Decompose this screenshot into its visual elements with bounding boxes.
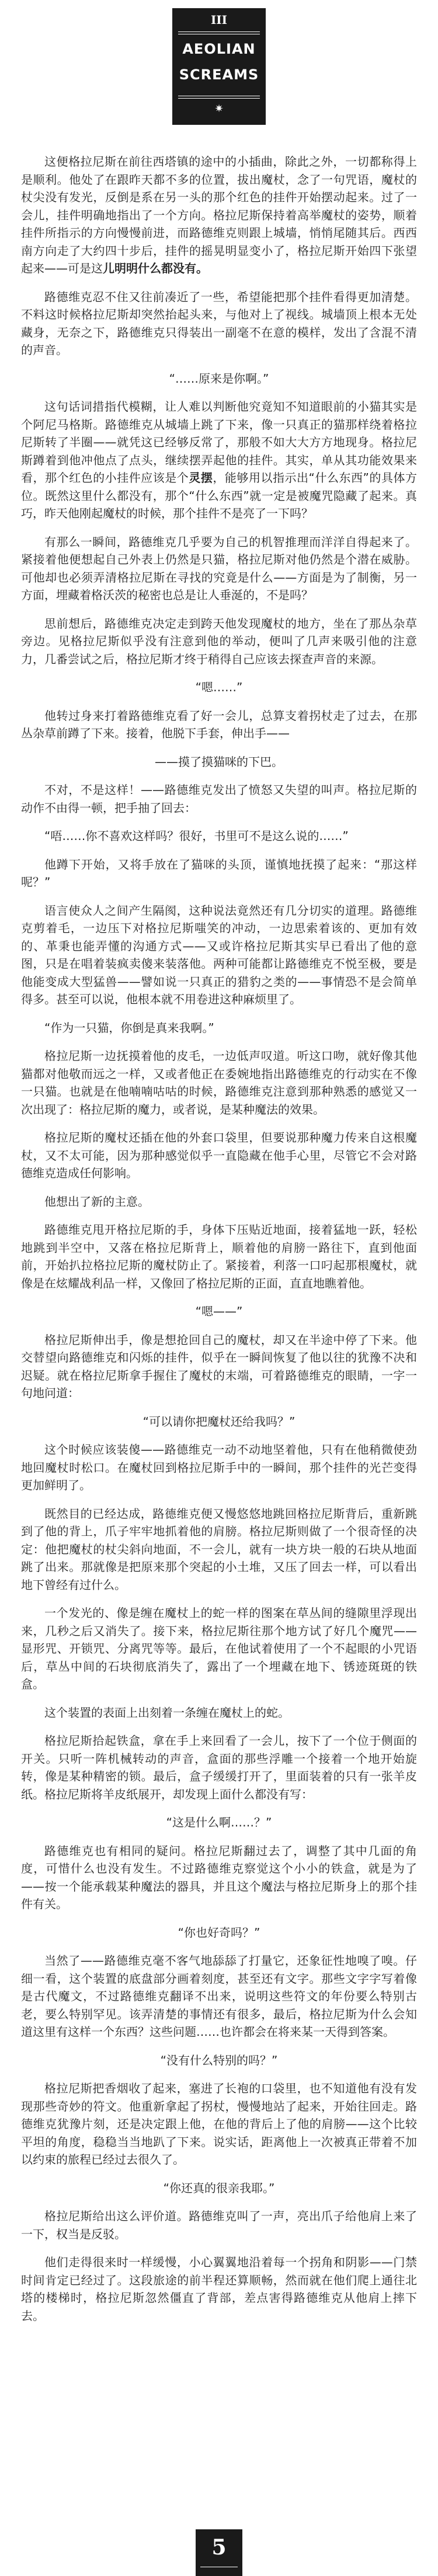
paragraph bbox=[21, 1221, 417, 1292]
paragraph bbox=[21, 1193, 417, 1211]
paragraph bbox=[21, 2179, 417, 2197]
story-body bbox=[21, 153, 417, 2335]
paragraph-text: 语言使众人之间产生隔阂，这种说法竟然还有几分切实的道理。路德维克剪着毛，一边压下对格拉尼斯嗤笑的冲动，一边思索着该的、更加有效的、革秉也能弄懂的沟通方式——又或许格拉尼斯其实早已看出了他的意图，只是在唱着装疯卖傻来装落他。两种可能都让路德维克不悦至极，要是他能变成大型猛兽——譬如说一只真正的猎豹之类的——事情恐不是会简单得多。甚至可以说，他根本就不用卷进这种麻烦里了。 bbox=[21, 903, 417, 1006]
paragraph-text: “嗯——” bbox=[195, 1304, 243, 1318]
paragraph-text: ——摸了摸猫咪的下巴。 bbox=[155, 754, 283, 769]
paragraph bbox=[21, 1704, 417, 1722]
paragraph-text: “嗯……” bbox=[195, 680, 243, 694]
paragraph-text: “没有什么特别的吗？” bbox=[160, 2053, 278, 2067]
paragraph bbox=[21, 1842, 417, 1913]
paragraph-text: 格拉尼斯伸出手，像是想抢回自己的魔杖，却又在半途中停了下来。他交替望向路德维克和闪烁的挂件，似乎在一瞬间恢复了他以往的犹豫不决和迟疑。就在格拉尼斯拿手握住了魔杖的末端，可着路德维克的眼睛，一字一句地问道： bbox=[21, 1332, 417, 1400]
paragraph bbox=[21, 856, 417, 891]
page-footer bbox=[0, 2479, 438, 2576]
paragraph-text-tail: ，能够用以指示出“什么东西”的具体方位。既然这里什么都没有，那个“什么东西”就一定是被魔咒隐藏了起来。真巧，昨天他刚起魔杖的时候，那个挂件不是亮了一下吗？ bbox=[21, 471, 417, 520]
paragraph bbox=[21, 1732, 417, 1803]
paragraph bbox=[21, 370, 417, 388]
paragraph bbox=[21, 153, 417, 278]
paragraph-text: 这个装置的表面上出刻着一条缠在魔杖上的蛇。 bbox=[44, 1705, 290, 1720]
chapter-numeral: III bbox=[210, 13, 228, 27]
paragraph bbox=[21, 753, 417, 771]
paragraph bbox=[21, 902, 417, 1009]
paragraph-text: 路德维克甩开格拉尼斯的手，身体下压贴近地面，接着猛地一跃，轻松地跳到半空中，又落在格拉尼斯背上，顺着他的肩膀一路往下，直到他面前，开始扒拉格拉尼斯的魔杖防止了。紧接着，利落一口叼起那根魔杖，就像是在炫耀战利品一样，又像回了格拉尼斯的正面，直直地瞧着他。 bbox=[21, 1223, 417, 1290]
paragraph bbox=[21, 781, 417, 817]
paragraph-text: “你还真的很亲我耶。” bbox=[163, 2180, 275, 2195]
paragraph bbox=[21, 2052, 417, 2070]
chapter-title-line-1: AEOLIAN bbox=[182, 41, 256, 57]
paragraph-text: “……原来是你啊。” bbox=[169, 371, 269, 386]
paragraph bbox=[21, 1303, 417, 1321]
star-icon: ✷ bbox=[214, 103, 224, 115]
paragraph bbox=[21, 398, 417, 523]
paragraph-text: 当然了——路德维克毫不客气地舔舔了打量它，还象征性地嗅了嗅。仔细一看，这个装置的底盘部分画着刻度，甚至还有文字。那些文字字写着像是古代魔文，不过路德维克翻译不出来，说明这些符文的年份要么特别古老，要么特别罕见。该弄清楚的事情还有很多，最后，格拉尼斯为什么会知道这里有这样一个东西？这些问题……也许都会在将来某一天得到答案。 bbox=[21, 1954, 417, 2039]
paragraph-text: “作为一只猫，你倒是真来我啊。” bbox=[44, 1020, 214, 1035]
paragraph bbox=[21, 678, 417, 696]
paragraph-text: 路德维克也有相同的疑问。格拉尼斯翻过去了，调整了其中几面的角度，可惜什么也没有发生。不过路德维克察觉这个小小的铁盒，就是为了——按一个能承载某种魔法的器具，并且这个魔法与格拉尼斯身上的那个挂件有关。 bbox=[21, 1843, 417, 1911]
paragraph bbox=[21, 2253, 417, 2325]
paragraph bbox=[21, 1924, 417, 1942]
paragraph-text: 既然目的已经达成，路德维克便又慢悠悠地跳回格拉尼斯背后，重新跳到了他的背上，爪子牢牢地抓着他的肩膀。格拉尼斯则做了一个很奇怪的决定：他把魔杖的杖尖斜向地面，不一会儿，就有一块方块一般的石块从地面跳了出来。那就像是把原来那个突起的小土堆，又压了回去一样，可以看出地下曾经有过什么。 bbox=[21, 1506, 417, 1592]
paragraph bbox=[21, 1604, 417, 1693]
paragraph-text: “这是什么啊……？” bbox=[166, 1815, 272, 1829]
paragraph-text: 思前想后，路德维克决定走到跨天他发现魔杖的地方，坐在了那丛杂草旁边。见格拉尼斯似乎没有注意到他的举动，便叫了几声来吸引他的注意力，几番尝试之后，格拉尼斯才终于稍得自己应该去探查声音的来源。 bbox=[21, 616, 417, 666]
paragraph-text: 他转过身来打着路德维克看了好一会儿，总算支着拐杖走了过去，在那丛杂草前蹲了下来。接着，他脱下手套，伸出手—— bbox=[21, 708, 417, 740]
paragraph bbox=[21, 1047, 417, 1118]
paragraph-text: 一个发光的、像是缠在魔杖上的蛇一样的图案在草丛间的缝隙里浮现出来，几秒之后又消失了。接下来，格拉尼斯往那个地方试了好几个魔咒——显形咒、开锁咒、分离咒等等。最后，在他试着使用了一个不起眼的小咒语后，草丛中间的石块彻底消失了，露出了一个埋藏在地下、锈迹斑斑的铁盒。 bbox=[21, 1606, 417, 1691]
paragraph-text: 不对，不是这样！——路德维克发出了愤怒又失望的叫声。格拉尼斯的动作不由得一顿，把手抽了回去： bbox=[21, 783, 417, 815]
paragraph-text: 格拉尼斯给出这么评价道。路德维克叫了一声，亮出爪子给他肩上来了一下，权当是反驳。 bbox=[21, 2209, 417, 2241]
chapter-title-badge bbox=[172, 8, 266, 125]
paragraph bbox=[21, 2080, 417, 2169]
paragraph bbox=[21, 707, 417, 743]
divider bbox=[178, 98, 260, 99]
emphasis-text: 儿明明什么都没有。 bbox=[103, 261, 208, 275]
paragraph-text: 这便格拉尼斯在前往西塔镇的途中的小插曲，除此之外，一切都称得上是顺利。他处了在跟昨天都不多的位置，拔出魔杖，念了一句咒语，魔杖的杖尖没有发光，反倒是系在另一头的那个红色的挂件开始摆动起来。过了一会儿，挂件明确地指出了一个方向。格拉尼斯保持着高举魔杖的姿势，顺着挂件所指示的方向慢慢前进，而路德维克则跟上城墙，悄悄尾随其后。西西南方向走了大约四十步后，挂件的摇晃明显变小了，格拉尼斯开始四下张望起来——可是这 bbox=[21, 155, 417, 275]
page-number-box bbox=[196, 2529, 242, 2576]
paragraph bbox=[21, 1505, 417, 1594]
paragraph-text: 格拉尼斯把香烟收了起来，塞进了长袍的口袋里，也不知道他有没有发现那些奇妙的符文。他重新拿起了拐杖，慢慢地站了起来，开始往回走。路德维克犹豫片刻，还是决定跟上他，在他的背后上了他的肩膀——这个比较平坦的角度，稳稳当当地趴了下来。说实话，距离他上一次被真正带着不加以约束的旅程已经过去很久了。 bbox=[21, 2081, 417, 2166]
paragraph-text: 他想出了新的主意。 bbox=[44, 1194, 150, 1209]
paragraph bbox=[21, 2207, 417, 2243]
paragraph-text: 这个时候应该装傻——路德维克一动不动地坚着他，只有在他稍微使劲地回魔杖时松口。在魔杖回到格拉尼斯手中的一瞬间，那个挂件的光芒变得更加鲜明了。 bbox=[21, 1443, 417, 1492]
page-number: 5 bbox=[211, 2535, 227, 2560]
paragraph-text: 有那么一瞬间，路德维克几乎要为自己的机智推理而洋洋自得起来了。紧接着他便想起自己外表上仍然是只猫，格拉尼斯对他仍然是个潜在威胁。可他却也必须弄清格拉尼斯在寻找的究竟是什么——方面是为了制衡，另一方面，埋藏着格沃茨的秘密也总是让人垂涎的，不是吗？ bbox=[21, 534, 417, 602]
paragraph-text: “唔……你不喜欢这样吗？很好，书里可不是这么说的……” bbox=[44, 829, 349, 843]
paragraph-text: 格拉尼斯的魔杖还插在他的外套口袋里，但要说那种魔力传来自这根魔杖，又不太可能，因为那种感觉似乎一直隐藏在他手心里，尽管它不会对路德维克造成任何影响。 bbox=[21, 1130, 417, 1180]
paragraph bbox=[21, 615, 417, 668]
paragraph-text: 他们走得很来时一样缓慢，小心翼翼地沿着每一个拐角和阴影——门禁时间肯定已经过了。这段旅途的前半程还算顺畅，然而就在他们爬上通往北塔的楼梯时，格拉尼斯忽然僵直了背部，差点害得路德维克从他肩上摔下去。 bbox=[21, 2255, 417, 2323]
paragraph-text: 路德维克忍不住又往前凑近了一些，希望能把那个挂件看得更加清楚。不料这时候格拉尼斯却突然抬起头来，与他对上了视线。城墙顶上根本无处藏身，无奈之下，路德维克只得装出一副毫不在意的模样，发出了含混不清的声音。 bbox=[21, 289, 417, 357]
paragraph-text: “你也好奇吗？” bbox=[178, 1925, 260, 1940]
paragraph bbox=[21, 288, 417, 359]
chapter-header bbox=[0, 0, 438, 140]
chapter-title-line-2: SCREAMS bbox=[179, 66, 259, 83]
paragraph bbox=[21, 1952, 417, 2041]
emphasis-text: 灵摆 bbox=[189, 471, 213, 485]
paragraph-text: 格拉尼斯一边抚摸着他的皮毛，一边低声叹道。听这口吻，就好像其他猫都对他敬而远之一样，又或者他正在委婉地指出路德维克的行动实在不像一只猫。也就是在他喃喃咕咕的时候，路德维克注意到那种熟悉的感觉又一次出现了：格拉尼斯的魔力，或者说，是某种魔法的效果。 bbox=[21, 1049, 417, 1116]
paragraph bbox=[21, 827, 417, 845]
paragraph bbox=[21, 1441, 417, 1494]
paragraph bbox=[21, 1331, 417, 1402]
paragraph-text: 这句话词措指代模糊，让人难以判断他究竟知不知道眼前的小猫其实是个阿尼马格斯。路德维克从城墙上跳了下来，像一只真正的猫那样绕着格拉尼斯转了半圈——就凭这已经够反常了，那般不如大大方方地现身。格拉尼斯蹲着到他冲他点了点头，继续摆弄起他的挂件。其实，单从其功能效果来看，那个红色的小挂件应该是个 bbox=[21, 400, 417, 485]
paragraph-text: 他蹲下开始，又将手放在了猫咪的头顶，谨慎地抚摸了起来：“那这样呢？” bbox=[21, 857, 417, 889]
paragraph bbox=[21, 533, 417, 604]
paragraph bbox=[21, 1129, 417, 1182]
paragraph bbox=[21, 1019, 417, 1037]
paragraph-text: 格拉尼斯拾起铁盒，拿在手上来回看了一会儿，按下了一个位于侧面的开关。只听一阵机械转动的声音，盒面的那些浮雕一个接着一个地开始旋转，像是某种精密的锁。最后，盒子缓缓打开了，里面装着的只有一张羊皮纸。格拉尼斯将羊皮纸展开，却发现上面什么都没有写： bbox=[21, 1734, 417, 1801]
paragraph bbox=[21, 1413, 417, 1431]
paragraph bbox=[21, 1814, 417, 1832]
paragraph-text: “可以请你把魔杖还给我吗？” bbox=[142, 1414, 296, 1429]
